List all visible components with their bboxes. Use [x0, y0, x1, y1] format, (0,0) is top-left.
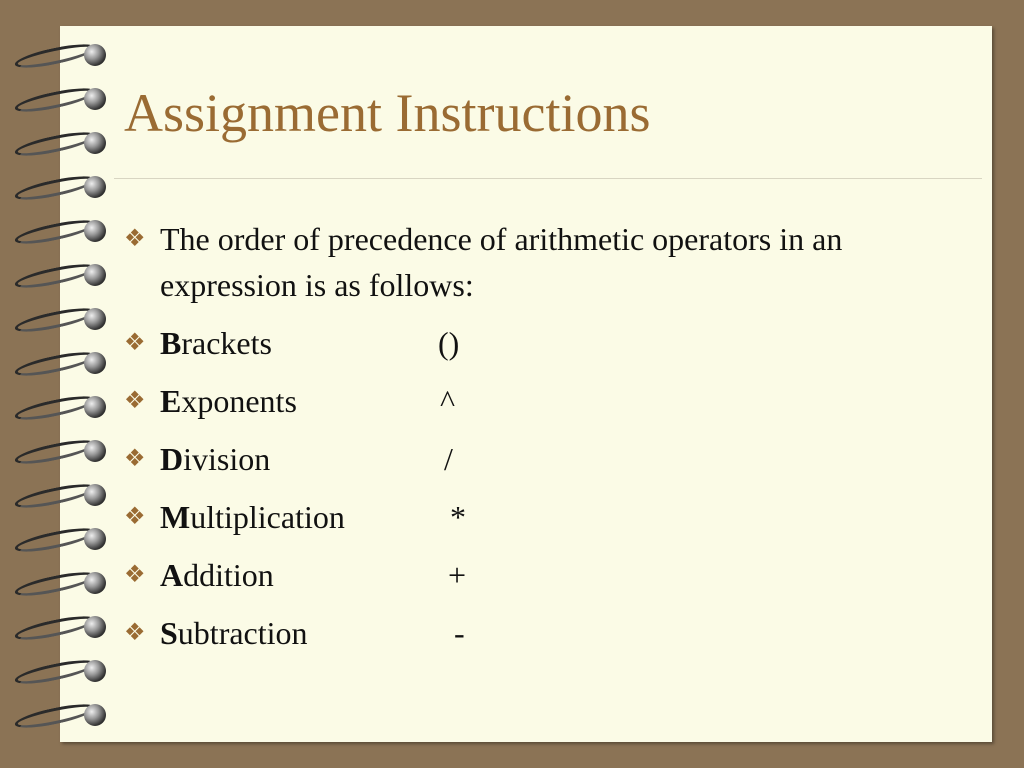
operator-symbol: ^ — [440, 383, 456, 419]
operator-name — [160, 552, 438, 598]
binding-ring-icon — [14, 84, 104, 114]
operator-rest: ddition — [183, 557, 274, 593]
diamond-cluster-icon: ❖ — [124, 226, 146, 252]
operator-item-brackets — [124, 320, 984, 378]
operator-rest: rackets — [181, 325, 272, 361]
binding-ring-icon — [14, 260, 104, 290]
operator-initial: M — [160, 499, 191, 535]
operator-symbol: - — [454, 615, 465, 651]
operator-item-exponents — [124, 378, 984, 436]
diamond-cluster-icon: ❖ — [124, 620, 146, 646]
intro-text: The order of precedence of arithmetic operators in an expression is as follows: — [160, 221, 843, 303]
operator-name — [160, 436, 438, 482]
operator-initial: B — [160, 325, 182, 361]
operator-name — [160, 378, 438, 424]
operator-symbol: / — [444, 441, 453, 477]
binding-ring-icon — [14, 568, 104, 598]
bullet-list — [124, 216, 984, 668]
operator-name — [160, 494, 438, 540]
intro-item — [124, 216, 984, 308]
binding-ring-icon — [14, 216, 104, 246]
binding-ring-icon — [14, 524, 104, 554]
binding-ring-icon — [14, 304, 104, 334]
operator-rest: ivision — [183, 441, 271, 477]
operator-item-division — [124, 436, 984, 494]
binding-ring-icon — [14, 700, 104, 730]
operator-item-multiplication — [124, 494, 984, 552]
binding-ring-icon — [14, 128, 104, 158]
operator-name — [160, 320, 438, 366]
binding-ring-icon — [14, 480, 104, 510]
diamond-cluster-icon: ❖ — [124, 330, 146, 356]
slide-title: Assignment Instructions — [124, 83, 651, 143]
binding-ring-icon — [14, 436, 104, 466]
operator-symbol: * — [450, 499, 466, 535]
operator-symbol: () — [438, 325, 460, 361]
operator-rest: ubtraction — [177, 615, 308, 651]
diamond-cluster-icon: ❖ — [124, 388, 146, 414]
binding-ring-icon — [14, 348, 104, 378]
title-divider — [114, 178, 982, 179]
operator-initial: D — [160, 441, 184, 477]
operator-initial: S — [160, 615, 178, 651]
operator-initial: A — [160, 557, 184, 593]
binding-ring-icon — [14, 392, 104, 422]
notebook-page — [60, 26, 992, 742]
operator-item-subtraction — [124, 610, 984, 668]
operator-rest: xponents — [181, 383, 297, 419]
operator-symbol: + — [448, 557, 467, 593]
operator-name — [160, 610, 438, 656]
binding-ring-icon — [14, 612, 104, 642]
operator-initial: E — [160, 383, 182, 419]
binding-ring-icon — [14, 656, 104, 686]
binding-ring-icon — [14, 172, 104, 202]
diamond-cluster-icon: ❖ — [124, 504, 146, 530]
binding-ring-icon — [14, 40, 104, 70]
diamond-cluster-icon: ❖ — [124, 562, 146, 588]
operator-rest: ultiplication — [190, 499, 345, 535]
diamond-cluster-icon: ❖ — [124, 446, 146, 472]
operator-item-addition — [124, 552, 984, 610]
